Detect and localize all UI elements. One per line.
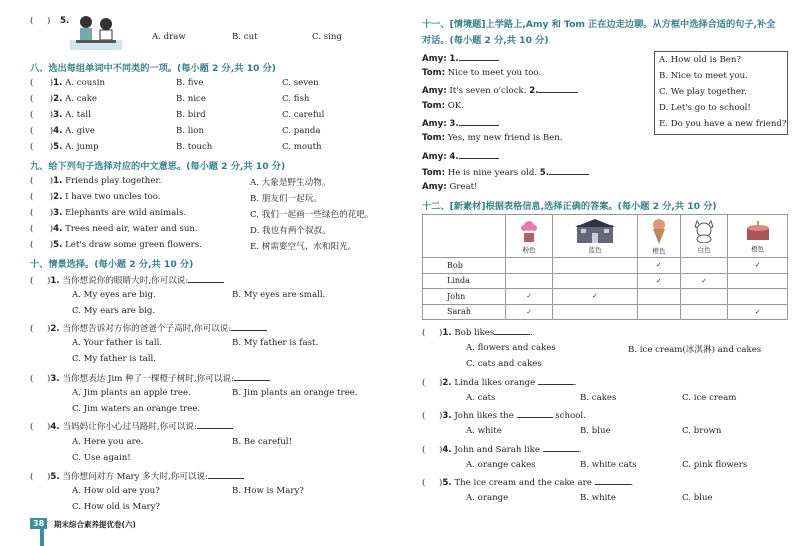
option-item: E. Do you have a new friend? bbox=[659, 119, 787, 129]
table-cell: ✓ bbox=[637, 273, 680, 288]
footer-title: 期末综合素养提优卷(六) bbox=[54, 520, 136, 529]
list-item-c: C. How old is Mary? bbox=[72, 502, 161, 512]
table-cell: ✓ bbox=[553, 289, 637, 304]
ice-cream-icon bbox=[649, 218, 669, 244]
list-item: ( )1. 当你想说你的眼睛大时,你可以说: bbox=[30, 274, 224, 286]
q5-option-c: C. sing bbox=[312, 32, 342, 42]
cat-icon bbox=[693, 219, 715, 243]
table-cell bbox=[728, 273, 788, 288]
table-cell: ✓ bbox=[506, 289, 553, 304]
option-item: A. How old is Ben? bbox=[659, 55, 742, 65]
list-item-a: A. How old are you? bbox=[72, 486, 160, 496]
list-item-c: C. Jim waters an orange tree. bbox=[72, 404, 201, 414]
list-item-a: A. cats bbox=[466, 393, 496, 403]
list-item-a: A. white bbox=[466, 426, 502, 436]
list-item-c: C. cats and cakes bbox=[466, 359, 542, 369]
list-item-b: B. How is Mary? bbox=[232, 486, 304, 496]
dialog-line: Tom: Yes, my new friend is Ben. bbox=[422, 133, 563, 143]
table-cell: ✓ bbox=[728, 258, 788, 273]
table-cell bbox=[637, 289, 680, 304]
list-item-c: C. My father is tall. bbox=[72, 354, 157, 364]
list-item-b: B. lion bbox=[176, 126, 204, 136]
list-item-c: C. brown bbox=[682, 426, 722, 436]
list-item: ( )5. Let's draw some green flowers. bbox=[30, 240, 202, 250]
table-cell: ✓ bbox=[637, 258, 680, 273]
list-item-b: B. Jim plants an orange tree. bbox=[232, 388, 358, 398]
row-name: John bbox=[423, 289, 506, 304]
list-item-b: B. touch bbox=[176, 142, 213, 152]
table-cell bbox=[506, 273, 553, 288]
list-item-option: D. 我也有两个叔叔。 bbox=[250, 226, 331, 236]
section-11-title-line2: 对话。(每小题 2 分,共 10 分) bbox=[422, 35, 549, 46]
table-header: 橙色 bbox=[637, 215, 680, 258]
list-item-option: C. 我们一起画一些绿色的花吧。 bbox=[250, 210, 374, 220]
list-item: ( )4. 当妈妈让你小心过马路时,你可以说: bbox=[30, 420, 233, 432]
list-item-c: C. careful bbox=[282, 110, 325, 120]
list-item: ( )1. Bob likes . bbox=[422, 328, 534, 338]
q5-num: 5. bbox=[60, 16, 70, 26]
list-item-a: A. orange cakes bbox=[466, 460, 536, 470]
list-item: ( )3. A. tall bbox=[30, 110, 91, 120]
table-row bbox=[423, 273, 788, 288]
dialog-line: Amy: 1. bbox=[422, 52, 499, 64]
list-item-a: A. orange bbox=[466, 493, 509, 503]
dialog-line: Amy: 4. bbox=[422, 150, 499, 162]
list-item-c: C. My ears are big. bbox=[72, 306, 156, 316]
list-item-b: B. My eyes are small. bbox=[232, 290, 326, 300]
list-item-option: A. 大象是野生动物。 bbox=[250, 178, 331, 188]
list-item: ( )2. 当你想告诉对方你的爸爸个子高时,你可以说: bbox=[30, 322, 267, 334]
table-cell bbox=[553, 258, 637, 273]
table-corner bbox=[423, 215, 506, 258]
table-cell bbox=[553, 304, 637, 319]
list-item-a: A. Jim plants an apple tree. bbox=[72, 388, 191, 398]
section-10-title: 十、情景选择。(每小题 2 分,共 10 分) bbox=[30, 259, 194, 270]
table-cell bbox=[728, 289, 788, 304]
list-item-c: C. fish bbox=[282, 94, 310, 104]
table-header: 橙色 bbox=[728, 215, 788, 258]
table-cell: ✓ bbox=[506, 304, 553, 319]
list-item: ( )4. Trees need air, water and sun. bbox=[30, 224, 198, 234]
list-item: ( )2. I have two uncles too. bbox=[30, 192, 161, 202]
list-item-a: A. My eyes are big. bbox=[72, 290, 156, 300]
row-name: Bob bbox=[423, 258, 506, 273]
list-item-option: B. 朋友们一起玩。 bbox=[250, 194, 322, 204]
list-item: ( )4. A. give bbox=[30, 126, 95, 136]
dialog-line: Amy: Great! bbox=[422, 182, 478, 192]
q5-illustration bbox=[68, 12, 124, 52]
list-item: ( )5. 当你想问对方 Mary 多大时,你可以说: bbox=[30, 470, 244, 482]
list-item: ( )4. John and Sarah like . bbox=[422, 445, 582, 455]
table-cell bbox=[637, 304, 680, 319]
row-name: Sarah bbox=[423, 304, 506, 319]
list-item: ( )1. Friends play together. bbox=[30, 176, 162, 186]
info-table bbox=[422, 214, 788, 320]
list-item-b: B. bird bbox=[176, 110, 206, 120]
list-item-b: B. My father is fast. bbox=[232, 338, 319, 348]
list-item-c: C. Use again! bbox=[72, 453, 131, 463]
option-item: D. Let's go to school! bbox=[659, 103, 751, 113]
option-item: C. We play together. bbox=[659, 87, 747, 97]
dialog-line: Amy: 3. bbox=[422, 117, 499, 129]
dialog-line: Amy: It's seven o'clock. 2. bbox=[422, 84, 578, 96]
q5-option-b: B. cut bbox=[232, 32, 258, 42]
dialog-line: Tom: Nice to meet you too. bbox=[422, 68, 542, 78]
list-item-a: A. Here you are. bbox=[72, 437, 144, 447]
list-item-c: C. panda bbox=[282, 126, 321, 136]
dialog-line: Tom: He is nine years old. 5. bbox=[422, 166, 589, 178]
options-box bbox=[654, 51, 788, 135]
cake-icon bbox=[744, 220, 772, 242]
school-icon bbox=[575, 219, 615, 243]
table-cell bbox=[680, 289, 727, 304]
option-item: B. Nice to meet you. bbox=[659, 71, 748, 81]
table-cell bbox=[553, 273, 637, 288]
list-item-b: B. blue bbox=[580, 426, 611, 436]
list-item: ( )3. 当你想表达 Jim 种了一棵橙子树时,你可以说: bbox=[30, 372, 270, 384]
section-12-title: 十二、[新素材]根据表格信息,选择正确的答案。(每小题 2 分,共 10 分) bbox=[422, 201, 717, 212]
list-item-b: B. white bbox=[580, 493, 616, 503]
table-row bbox=[423, 289, 788, 304]
section-8-title: 八、选出每组单词中不同类的一项。(每小题 2 分,共 10 分) bbox=[30, 63, 276, 74]
list-item-b: B. ice cream(冰淇淋) and cakes bbox=[628, 345, 762, 355]
list-item-b: B. nice bbox=[176, 94, 206, 104]
table-row bbox=[423, 258, 788, 273]
list-item-b: B. white cats bbox=[580, 460, 637, 470]
table-header: 粉色 bbox=[506, 215, 553, 258]
list-item-c: C. ice cream bbox=[682, 393, 737, 403]
page-number: 38 bbox=[30, 518, 47, 529]
list-item: ( )2. Linda likes orange . bbox=[422, 378, 577, 388]
q5-paren: ( ) bbox=[30, 16, 51, 26]
list-item-b: B. Be careful! bbox=[232, 437, 292, 447]
row-name: Linda bbox=[423, 273, 506, 288]
table-row bbox=[423, 304, 788, 319]
list-item: ( )3. Elephants are wild animals. bbox=[30, 208, 187, 218]
list-item-c: C. pink flowers bbox=[682, 460, 748, 470]
q5-option-a: A. draw bbox=[152, 32, 186, 42]
list-item-c: C. mouth bbox=[282, 142, 322, 152]
section-11-title: 十一、[情境题]上学路上,Amy 和 Tom 正在边走边聊。从方框中选择合适的句子,补全 bbox=[422, 19, 776, 30]
table-header: 蓝色 bbox=[553, 215, 637, 258]
footer-bar bbox=[40, 528, 44, 546]
dialog-line: Tom: OK. bbox=[422, 101, 464, 111]
table-cell bbox=[680, 304, 727, 319]
table-header: 白色 bbox=[680, 215, 727, 258]
list-item: ( )3. John likes the school. bbox=[422, 411, 586, 421]
list-item: ( )5. The ice cream and the cake are . bbox=[422, 478, 634, 488]
table-cell: ✓ bbox=[680, 273, 727, 288]
table-cell: ✓ bbox=[728, 304, 788, 319]
list-item: ( )1. A. cousin bbox=[30, 78, 105, 88]
list-item-c: C. seven bbox=[282, 78, 319, 88]
list-item: ( )5. A. jump bbox=[30, 142, 99, 152]
flower-pot-icon bbox=[518, 219, 540, 243]
list-item-b: B. five bbox=[176, 78, 204, 88]
table-cell bbox=[680, 258, 727, 273]
list-item-a: A. flowers and cakes bbox=[466, 343, 556, 353]
list-item-option: E. 树需要空气、水和阳光。 bbox=[250, 242, 357, 252]
list-item-c: C. blue bbox=[682, 493, 713, 503]
list-item-b: B. cakes bbox=[580, 393, 617, 403]
list-item: ( )2. A. cake bbox=[30, 94, 97, 104]
section-9-title: 九、给下列句子选择对应的中文意思。(每小题 2 分,共 10 分) bbox=[30, 161, 286, 172]
list-item-a: A. Your father is tall. bbox=[72, 338, 163, 348]
table-cell bbox=[506, 258, 553, 273]
